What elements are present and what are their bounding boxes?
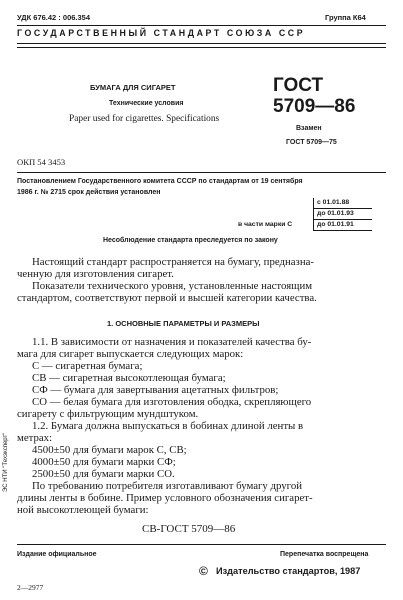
grade-item: СФ — бумага для завертывания ацетатных фильтров; (32, 384, 279, 396)
english-title: Paper used for cigarettes. Specifications (69, 114, 220, 124)
legal-notice: Несоблюдение стандарта преследуется по закону (103, 237, 278, 244)
document-title: БУМАГА ДЛЯ СИГАРЕТ (90, 83, 176, 92)
copyright-icon: © (199, 564, 208, 578)
mark-c-label: в части марки С (238, 221, 293, 228)
section-line: метрах: (17, 432, 53, 444)
print-code: 2—2977 (17, 583, 44, 592)
length-item: 4500±50 для бумаги марок С, СВ; (32, 444, 187, 456)
section-line: 1.1. В зависимости от назначения и показателей качества бу- (32, 336, 312, 348)
official-edition: Издание официальное (17, 551, 97, 558)
intro-line: стандартом, соответствуют первой и высшей категории качества. (17, 292, 317, 304)
section-line: По требованию потребителя изготавливают бумагу другой (32, 480, 303, 492)
document-subtitle: Технические условия (109, 100, 184, 107)
side-stamp: ЭС НТИ "Техэксперт" (3, 432, 9, 492)
replaces-label: Взамен (296, 125, 322, 132)
publisher: Издательство стандартов, 1987 (216, 566, 361, 576)
validity-to: до 01.01.93 (313, 209, 372, 220)
decree-line-1: Постановлением Государственного комитета СССР по стандартам от 19 сентября (17, 178, 303, 185)
title-rule (17, 172, 386, 173)
udc-code: УДК 676.42 : 006.354 (17, 13, 91, 22)
grade-item: СВ — сигаретная высокотлеющая бумага; (32, 372, 226, 384)
intro-line: Показатели технического уровня, установленные настоящим (32, 280, 313, 292)
header-rule (17, 25, 386, 26)
section-line: 1.2. Бумага должна выпускаться в бобинах длиной ленты в (32, 420, 304, 432)
group-code: Группа К64 (325, 13, 366, 22)
banner-double-rule (17, 43, 386, 48)
standard-banner: ГОСУДАРСТВЕННЫЙ СТАНДАРТ СОЮЗА ССР (17, 28, 306, 38)
length-item: 2500±50 для бумаги марки СО. (32, 468, 175, 480)
designation-example: СВ-ГОСТ 5709—86 (142, 523, 236, 535)
grade-item: СО — белая бумага для изготовления ободка, скрепляющего (32, 396, 312, 408)
decree-line-2: 1986 г. № 2715 срок действия установлен (17, 189, 161, 196)
grade-item-cont: сигарету с фильтрующим мундштуком. (17, 408, 199, 420)
length-item: 4000±50 для бумаги марки СФ; (32, 456, 176, 468)
okp-code: ОКП 54 3453 (17, 157, 66, 167)
intro-line: Настоящий стандарт распространяется на бумагу, предназна- (32, 256, 314, 268)
validity-from: с 01.01.88 (313, 198, 372, 209)
mark-c-validity: до 01.01.91 (313, 220, 372, 231)
section-line: ной высокотлеющей бумаги: (17, 504, 149, 516)
grade-item: С — сигаретная бумага; (32, 360, 143, 372)
gost-number: 5709—86 (273, 96, 356, 117)
section-line: мага для сигарет выпускается следующих марок: (17, 348, 244, 360)
reprint-notice: Перепечатка воспрещена (280, 551, 369, 558)
gost-label: ГОСТ (273, 75, 324, 96)
section-line: длины ленты в бобине. Пример условного обозначения сигарет- (17, 492, 313, 504)
section-heading: 1. ОСНОВНЫЕ ПАРАМЕТРЫ И РАЗМЕРЫ (107, 319, 260, 328)
footer-rule (17, 544, 386, 545)
replaces-value: ГОСТ 5709—75 (286, 139, 337, 146)
intro-line: ченную для изготовления сигарет. (17, 268, 174, 280)
